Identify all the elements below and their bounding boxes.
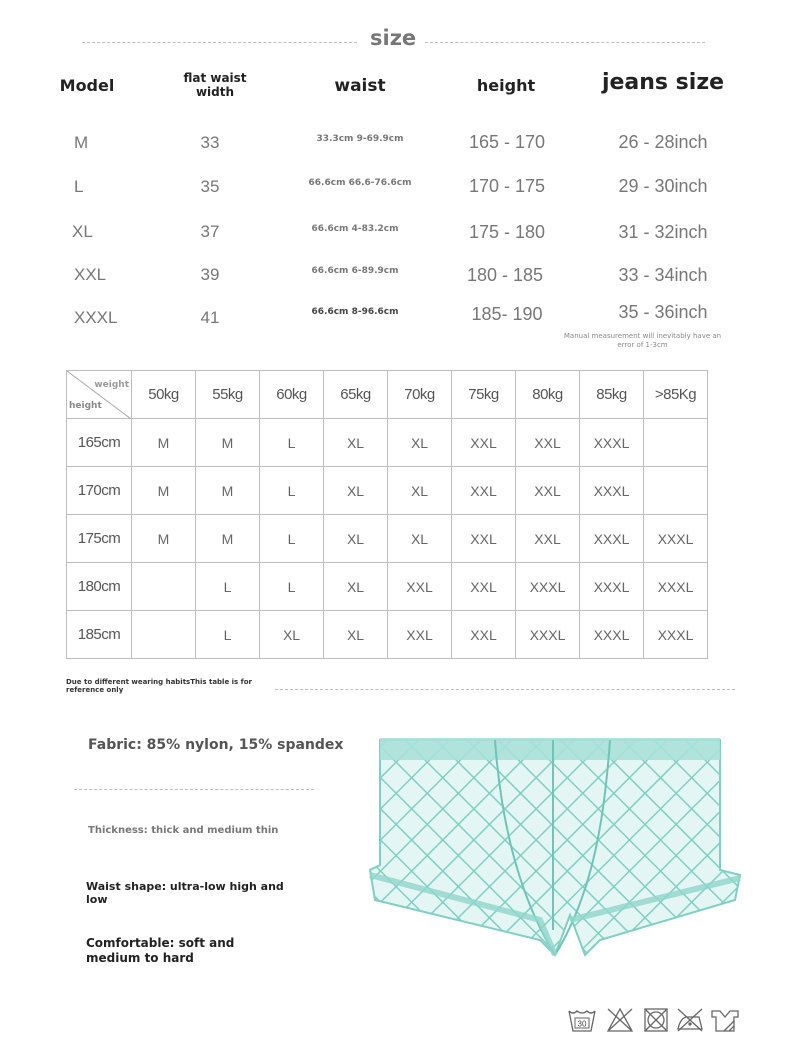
height-cell: 180 - 185	[466, 265, 544, 285]
size-cell: M	[132, 419, 196, 467]
section-title: size	[370, 26, 417, 50]
height-cell: 175 - 180	[468, 222, 546, 242]
weight-header: 65kg	[324, 371, 388, 419]
height-header: 180cm	[67, 563, 132, 611]
model-cell: M	[74, 133, 89, 152]
grid-header-row	[67, 371, 708, 419]
size-cell: L	[260, 563, 324, 611]
size-cell: M	[132, 515, 196, 563]
size-cell: M	[196, 515, 260, 563]
height-header: 185cm	[67, 611, 132, 659]
weight-header: 50kg	[132, 371, 196, 419]
weight-header: 85kg	[580, 371, 644, 419]
size-cell: M	[196, 467, 260, 515]
model-cell: L	[74, 177, 84, 196]
size-cell: XXL	[452, 515, 516, 563]
svg-text:30: 30	[577, 1019, 587, 1029]
size-cell: XXXL	[580, 419, 644, 467]
size-cell: XXXL	[644, 611, 708, 659]
size-cell: M	[196, 419, 260, 467]
size-cell: XL	[324, 563, 388, 611]
size-cell: XXL	[452, 563, 516, 611]
size-cell: XXXL	[580, 611, 644, 659]
height-cell: 165 - 170	[468, 132, 546, 152]
size-cell: L	[260, 419, 324, 467]
size-cell: XXXL	[580, 563, 644, 611]
grid-row	[67, 467, 708, 515]
waist-shape-info: Waist shape: ultra-low high and low	[86, 880, 284, 906]
size-cell: XL	[324, 467, 388, 515]
col-header-jeans-size: jeans size	[601, 70, 725, 95]
weight-header: 55kg	[196, 371, 260, 419]
size-cell	[644, 467, 708, 515]
size-cell: XXXL	[580, 467, 644, 515]
size-cell: XXL	[388, 611, 452, 659]
size-cell: XXXL	[644, 515, 708, 563]
fabric-info: Fabric: 85% nylon, 15% spandex	[88, 737, 344, 753]
size-cell: XXXL	[580, 515, 644, 563]
comfort-info: Comfortable: soft and medium to hard	[86, 936, 235, 965]
col-header-model: Model	[59, 76, 115, 95]
corner-height-label: height	[69, 401, 102, 411]
grid-disclaimer: Due to different wearing habitsThis table is for reference only	[66, 678, 252, 694]
size-cell: XXL	[516, 467, 580, 515]
weight-header: 80kg	[516, 371, 580, 419]
grid-row	[67, 563, 708, 611]
dry-in-shade-icon	[710, 1007, 740, 1033]
flat-waist-cell: 33	[200, 133, 220, 152]
jeans-size-cell: 35 - 36inch	[618, 302, 708, 322]
size-cell	[644, 419, 708, 467]
grid-corner-cell	[67, 371, 132, 419]
corner-weight-label: weight	[94, 380, 129, 390]
size-cell: XXL	[452, 467, 516, 515]
product-image	[365, 730, 745, 960]
size-cell: XXXL	[516, 611, 580, 659]
weight-header: >85Kg	[644, 371, 708, 419]
size-cell: L	[260, 467, 324, 515]
waist-cell: 66.6cm 66.6-76.6cm	[308, 178, 412, 188]
size-cell: XL	[324, 611, 388, 659]
size-cell: XXL	[452, 419, 516, 467]
disclaimer-divider	[275, 689, 735, 690]
size-cell: XXXL	[644, 563, 708, 611]
title-divider-right	[425, 42, 705, 43]
size-cell: XL	[388, 515, 452, 563]
weight-height-grid	[66, 370, 708, 659]
jeans-size-cell: 26 - 28inch	[618, 132, 708, 152]
model-cell: XXXL	[74, 308, 118, 327]
corner-diagonal	[67, 371, 131, 419]
size-cell: L	[196, 611, 260, 659]
size-cell: XXL	[516, 419, 580, 467]
col-header-flat-waist-width: flat waist width	[183, 71, 247, 99]
size-cell: XL	[324, 515, 388, 563]
flat-waist-cell: 37	[200, 222, 220, 241]
grid-row	[67, 515, 708, 563]
do-not-iron-icon	[676, 1007, 704, 1033]
size-cell: XL	[324, 419, 388, 467]
weight-header: 60kg	[260, 371, 324, 419]
col-header-height: height	[476, 76, 536, 95]
weight-header: 70kg	[388, 371, 452, 419]
thickness-info: Thickness: thick and medium thin	[88, 825, 279, 836]
do-not-bleach-icon	[606, 1007, 634, 1033]
grid-row	[67, 611, 708, 659]
height-cell: 170 - 175	[468, 176, 546, 196]
waist-cell: 33.3cm 9-69.9cm	[316, 134, 404, 144]
model-cell: XXL	[74, 265, 107, 284]
height-header: 165cm	[67, 419, 132, 467]
waist-cell: 66.6cm 4-83.2cm	[311, 224, 399, 234]
height-header: 175cm	[67, 515, 132, 563]
flat-waist-cell: 35	[200, 177, 220, 196]
fabric-divider	[74, 789, 314, 790]
grid-row	[67, 419, 708, 467]
do-not-tumble-dry-icon	[643, 1007, 669, 1033]
flat-waist-cell: 39	[200, 265, 220, 284]
size-cell	[132, 611, 196, 659]
size-cell: XL	[388, 467, 452, 515]
col-header-waist: waist	[334, 76, 386, 96]
model-cell: XL	[72, 222, 93, 241]
size-cell: XL	[388, 419, 452, 467]
size-cell: M	[132, 467, 196, 515]
wash-30-icon	[568, 1007, 596, 1033]
size-cell: XXL	[516, 515, 580, 563]
size-cell	[132, 563, 196, 611]
size-cell: L	[196, 563, 260, 611]
waist-cell: 66.6cm 6-89.9cm	[311, 266, 399, 276]
height-cell: 185- 190	[471, 304, 543, 324]
jeans-size-cell: 33 - 34inch	[618, 265, 708, 285]
weight-header: 75kg	[452, 371, 516, 419]
care-icons	[568, 1005, 743, 1035]
jeans-size-cell: 29 - 30inch	[618, 176, 708, 196]
size-cell: XXL	[388, 563, 452, 611]
flat-waist-cell: 41	[200, 308, 220, 327]
measurement-note: Manual measurement will inevitably have an error of 1-3cm	[563, 332, 722, 349]
height-header: 170cm	[67, 467, 132, 515]
jeans-size-cell: 31 - 32inch	[618, 222, 708, 242]
waist-cell: 66.6cm 8-96.6cm	[311, 307, 399, 317]
size-cell: XXL	[452, 611, 516, 659]
title-divider-left	[82, 42, 357, 43]
size-cell: L	[260, 515, 324, 563]
size-cell: XXXL	[516, 563, 580, 611]
size-cell: XL	[260, 611, 324, 659]
